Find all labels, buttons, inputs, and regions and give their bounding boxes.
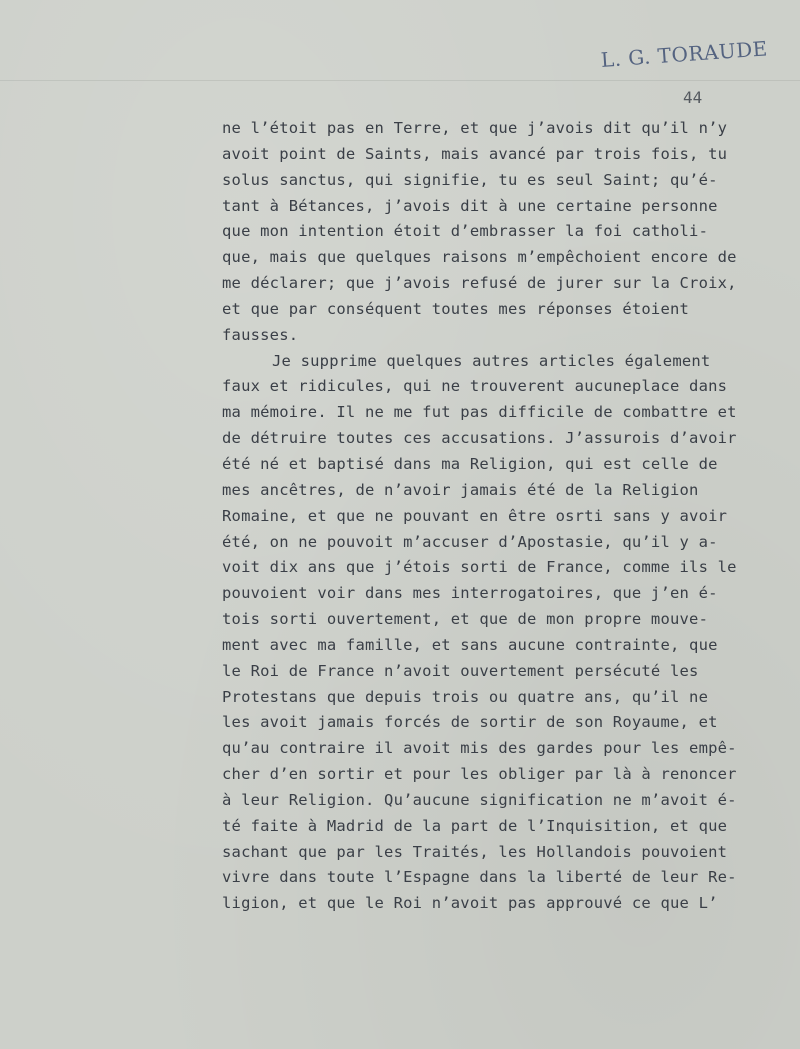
- text-line: me déclarer; que j’avois refusé de jurer sur la Croix,: [222, 274, 737, 293]
- text-line: cher d’en sortir et pour les obliger par là à renoncer: [222, 765, 737, 784]
- paper-fold-line: [0, 80, 800, 81]
- text-line: mes ancêtres, de n’avoir jamais été de la Religion: [222, 480, 699, 499]
- text-line: Romaine, et que ne pouvant en être osrti sans y avoir: [222, 506, 728, 525]
- text-line: ment avec ma famille, et sans aucune contrainte, que: [222, 635, 718, 654]
- text-line: de détruire toutes ces accusations. J’assurois d’avoir: [222, 429, 737, 448]
- text-line: sachant que par les Traités, les Hollandois pouvoient: [222, 842, 728, 861]
- text-line: le Roi de France n’avoit ouvertement persécuté les: [222, 661, 699, 680]
- text-line: Je supprime quelques autres articles également: [272, 351, 711, 370]
- body-text: [222, 116, 792, 917]
- text-line: à leur Religion. Qu’aucune signification ne m’avoit é-: [222, 790, 737, 809]
- archive-stamp: L. G. TORAUDE: [600, 36, 769, 72]
- text-line: été, on ne pouvoit m’accuser d’Apostasie, qu’il y a-: [222, 532, 718, 551]
- text-line: que mon intention étoit d’embrasser la foi catholi-: [222, 222, 709, 241]
- text-line: tant à Bétances, j’avois dit à une certaine personne: [222, 196, 718, 215]
- text-line: les avoit jamais forcés de sortir de son Royaume, et: [222, 713, 718, 732]
- text-line: faux et ridicules, qui ne trouverent aucuneplace dans: [222, 377, 728, 396]
- page-number: 44: [683, 88, 703, 107]
- text-line: qu’au contraire il avoit mis des gardes pour les empê-: [222, 739, 737, 758]
- text-line: voit dix ans que j’étois sorti de France, comme ils le: [222, 558, 737, 577]
- text-line: solus sanctus, qui signifie, tu es seul Saint; qu’é-: [222, 170, 718, 189]
- text-line: avoit point de Saints, mais avancé par trois fois, tu: [222, 144, 728, 163]
- text-line: ma mémoire. Il ne me fut pas difficile de combattre et: [222, 403, 737, 422]
- text-line: été né et baptisé dans ma Religion, qui est celle de: [222, 454, 718, 473]
- text-line: pouvoient voir dans mes interrogatoires, que j’en é-: [222, 584, 718, 603]
- text-line: té faite à Madrid de la part de l’Inquisition, et que: [222, 816, 728, 835]
- text-line: et que par conséquent toutes mes réponses étoient: [222, 299, 690, 318]
- text-line: vivre dans toute l’Espagne dans la liberté de leur Re-: [222, 868, 737, 887]
- text-line: tois sorti ouvertement, et que de mon propre mouve-: [222, 610, 709, 629]
- text-line: Protestans que depuis trois ou quatre ans, qu’il ne: [222, 687, 709, 706]
- text-line: ne l’étoit pas en Terre, et que j’avois dit qu’il n’y: [222, 119, 728, 137]
- text-line: ligion, et que le Roi n’avoit pas approuvé ce que L’: [222, 894, 718, 913]
- text-line: que, mais que quelques raisons m’empêchoient encore de: [222, 248, 737, 267]
- text-line: fausses.: [222, 325, 299, 344]
